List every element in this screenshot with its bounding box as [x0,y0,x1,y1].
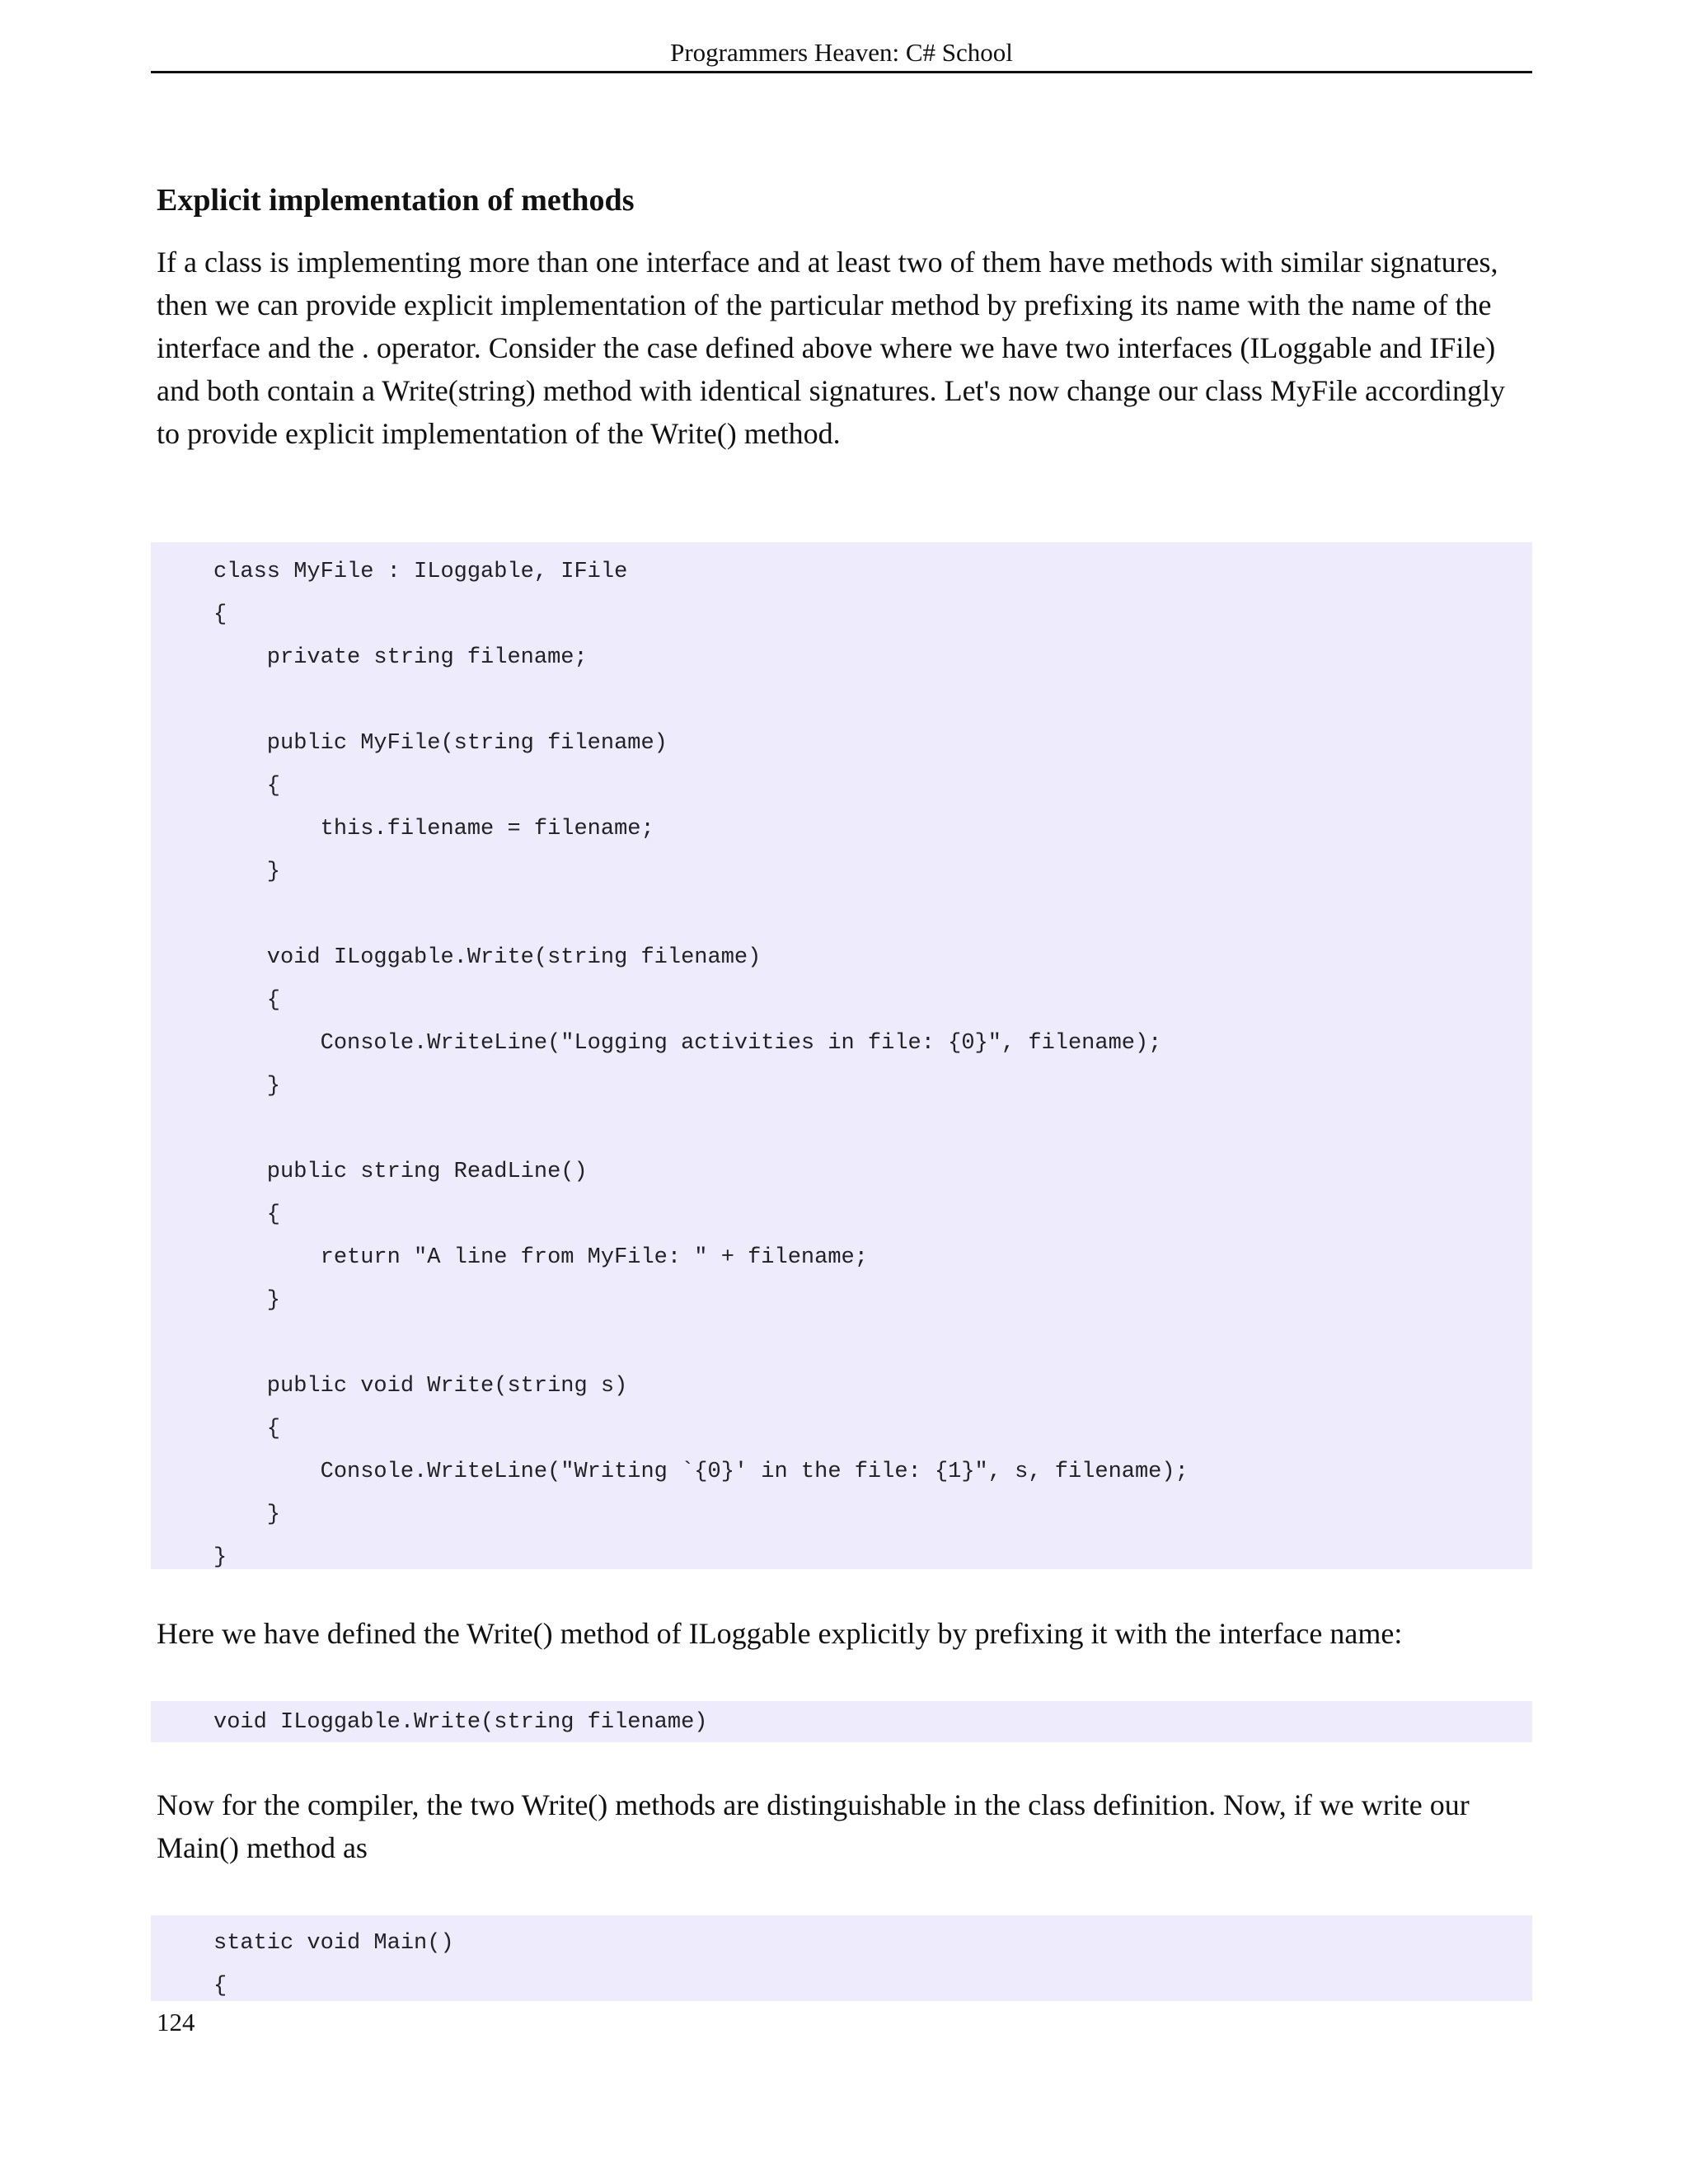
code-block-myfile-class [151,542,1532,1569]
paragraph-line: to provide explicit implementation of the Write() method. [157,417,841,450]
code-line: Console.WriteLine("Logging activities in file: {0}", filename); [213,1031,1162,1056]
code-line: class MyFile : ILoggable, IFile [213,560,628,584]
code-line: public void Write(string s) [213,1374,628,1399]
paragraph-line: Now for the compiler, the two Write() methods are distinguishable in the class definition. Now, if we write our [157,1788,1470,1821]
code-line: void ILoggable.Write(string filename) [213,945,762,970]
header-title: Programmers Heaven: C# School [670,38,1013,67]
code-line: } [213,1288,281,1313]
paragraph-line: and both contain a Write(string) method with identical signatures. Let's now change our class MyFile accordingly [157,374,1505,407]
code-line: static void Main() [213,1931,454,1956]
code-line: { [213,774,281,799]
section-title: Explicit implementation of methods [157,183,635,218]
code-line: } [213,860,281,884]
code-line: } [213,1545,227,1570]
code-line [213,1322,1532,1365]
paragraph-line: If a class is implementing more than one interface and at least two of them have methods with similar signatures, [157,246,1498,279]
paragraph-line: then we can provide explicit implementation of the particular method by prefixing its name with the name of the [157,288,1492,321]
paragraph-line: interface and the . operator. Consider the case defined above where we have two interfaces (ILoggable and IFile) [157,331,1496,364]
code-line: private string filename; [213,645,588,670]
code-line [213,893,1532,936]
code-line [213,1108,1532,1151]
explanation-paragraph [157,1612,1533,1655]
page-header [151,35,1532,73]
code-line: } [213,1074,281,1099]
code-line: this.filename = filename; [213,817,654,841]
code-line: { [213,1202,281,1227]
page-number: 124 [157,2008,195,2036]
code-line: { [213,1974,227,1999]
code-line: void ILoggable.Write(string filename) [213,1710,708,1735]
code-line: { [213,988,281,1013]
code-line: public string ReadLine() [213,1160,588,1184]
code-line: } [213,1502,281,1527]
code-block-main-method [151,1915,1532,2001]
compiler-paragraph [157,1783,1533,1869]
intro-paragraph [157,241,1533,455]
code-line: { [213,602,227,627]
code-line: return "A line from MyFile: " + filename; [213,1245,868,1270]
code-block-explicit-signature [151,1701,1532,1742]
paragraph-line: Here we have defined the Write() method of ILoggable explicitly by prefixing it with the interface name: [157,1617,1403,1650]
code-line [213,679,1532,722]
code-line: { [213,1417,281,1441]
paragraph-line: Main() method as [157,1831,368,1864]
code-line: Console.WriteLine("Writing `{0}' in the file: {1}", s, filename); [213,1460,1189,1484]
code-line: public MyFile(string filename) [213,731,668,756]
